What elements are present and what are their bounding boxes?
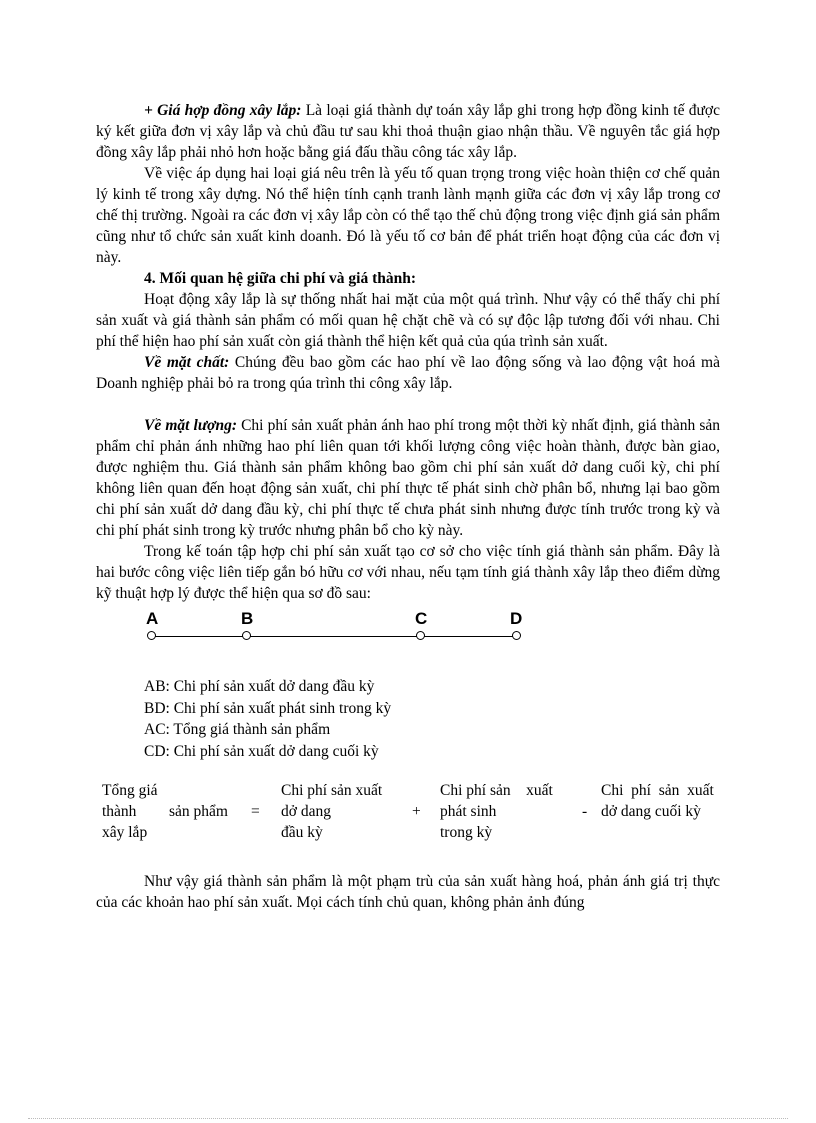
formula-text: Chi phí sản xuất [601,782,714,799]
blank-line [96,394,720,415]
cost-formula [96,780,720,850]
point-marker-d [512,631,521,640]
formula-text: đầu kỳ [281,824,323,841]
formula-plus: + [412,803,421,820]
formula-text: dở dang cuối kỳ [601,803,701,820]
paragraph-contract-price [96,100,720,163]
document-page [96,100,720,913]
quantity-text: Chi phí sản xuất phản ánh hao phí trong một thời kỳ nhất định, giá thành sản phẩm chỉ phản ánh những hao phí liên quan tới khối lượng công việc hoàn thành, được bàn giao, được nghiệm thu. Giá thành sản phẩm không bao gồm chi phí sản xuất dở dang cuối kỳ, chi phí không liên quan đến hoạt động sản xuất, chi phí thực tế phát sinh chờ phân bổ, nhưng lại bao gồm chi phí sản xuất dở dang đầu kỳ, chi phí thực tế chưa phát sinh nhưng được tính trước trong kỳ và chi phí phát sinh trong kỳ trước nhưng phân bổ cho kỳ này. [96,417,720,539]
paragraph-quantity [96,415,720,541]
point-marker-a [147,631,156,640]
formula-text: dở dang [281,803,331,820]
formula-text: Chi phí sản xuất [440,782,553,799]
paragraph-quality [96,352,720,394]
paragraph-conclusion: Như vậy giá thành sản phẩm là một phạm trù của sản xuất hàng hoá, phản ánh giá trị thực của các khoản hao phí sản xuất. Mọi cách tính chủ quan, không phản ảnh đúng [96,873,720,911]
contract-price-text: Là loại giá thành dự toán xây lắp ghi trong hợp đồng kinh tế được ký kết giữa đơn vị xây lắp và chủ đầu tư sau khi thoả thuận giao nhận thầu. Về nguyên tắc giá hợp đồng xây lắp phải nhỏ hơn hoặc bằng giá đấu thầu công tác xây lắp. [96,102,720,161]
point-label-c: C [415,609,428,628]
legend-item: BD: Chi phí sản xuất phát sinh trong kỳ [144,699,392,717]
formula-product-word: sản phẩm [169,803,228,820]
point-marker-b [242,631,251,640]
point-label-a: A [146,609,159,628]
point-label-d: D [510,609,523,628]
formula-period-cost [440,780,553,843]
paragraph-relationship: Hoạt động xây lắp là sự thống nhất hai mặt của một quá trình. Như vậy có thể thấy chi phí sản xuất và giá thành sản phẩm có mối quan hệ chặt chẽ và có sự độc lập tương đối với nhau. Chi phí thể hiện hao phí sản xuất còn giá thành thể hiện kết quả của qúa trình sản xuất. [96,291,720,350]
timeline-line [151,636,517,637]
diagram-legend [96,676,720,762]
page-bottom-rule [28,1118,788,1119]
cost-timeline-diagram [96,608,720,668]
legend-item: AC: Tổng giá thành sản phẩm [144,721,331,738]
paragraph-price-application: Về việc áp dụng hai loại giá nêu trên là yếu tố quan trọng trong việc hoàn thiện cơ chế quản lý kinh tế trong xây dựng. Nó thể hiện tính cạnh tranh lành mạnh giữa các đơn vị xây lắp trong cơ chế thị trường. Ngoài ra các đơn vị xây lắp còn có thể tạo thế chủ động trong việc định giá sản phẩm cũng như tổ chức sản xuất kinh doanh. Đó là yếu tố cơ bản để phát triển hoạt động của các đơn vị này. [96,165,720,266]
point-marker-c [416,631,425,640]
legend-item: CD: Chi phí sản xuất dở dang cuối kỳ [144,742,379,760]
section-heading-4: 4. Mối quan hệ giữa chi phí và giá thành: [144,270,416,287]
formula-closing-wip [601,780,714,822]
formula-text: thành [102,803,137,820]
blank-line [96,850,720,871]
term-quantity: Về mặt lượng: [144,417,237,434]
formula-text: phát sinh [440,803,497,820]
formula-text: xây lắp [102,824,148,841]
formula-total-cost [102,780,158,843]
formula-minus: - [582,803,588,820]
paragraph-accounting: Trong kế toán tập hợp chi phí sản xuất tạo cơ sở cho việc tính giá thành sản phẩm. Đây là hai bước công việc liên tiếp gắn bó hữu cơ với nhau, nếu tạm tính giá thành xây lắp theo điểm dừng kỹ thuật hợp lý được thể hiện qua sơ đồ sau: [96,543,720,602]
point-label-b: B [241,609,254,628]
term-contract-price: + Giá hợp đồng xây lắp: [144,102,302,119]
quality-text: Chúng đều bao gồm các hao phí về lao động sống và lao động vật hoá mà Doanh nghiệp phải bỏ ra trong qúa trình thi công xây lắp. [96,354,720,392]
formula-text: Tổng giá [102,782,158,799]
formula-text: Chi phí sản xuất [281,782,383,799]
formula-opening-wip [281,780,382,843]
legend-item: AB: Chi phí sản xuất dở dang đầu kỳ [144,678,375,695]
formula-equals: = [251,803,260,820]
term-quality: Về mặt chất: [144,354,230,371]
formula-text: trong kỳ [440,824,493,841]
